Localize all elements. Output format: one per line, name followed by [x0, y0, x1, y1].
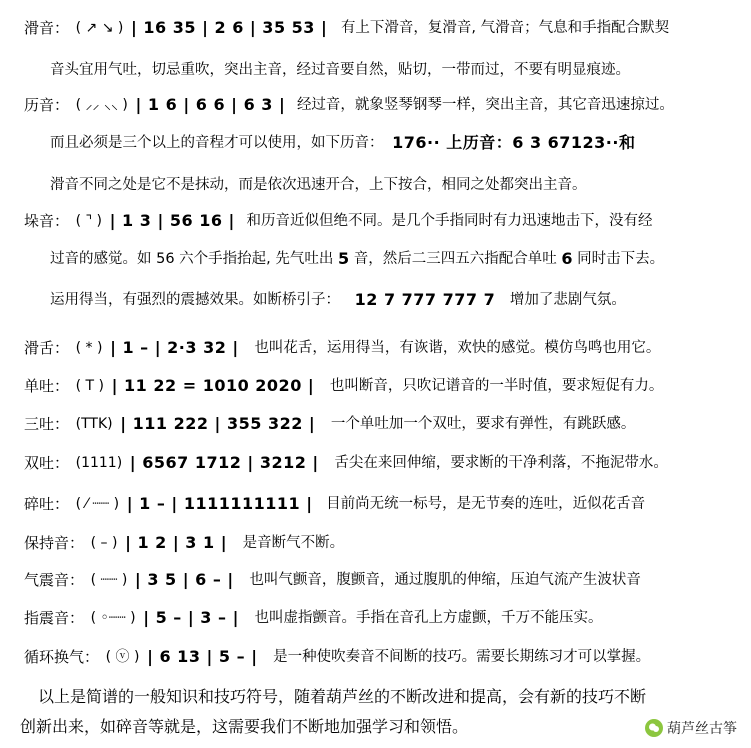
footer-line-2: 创新出来，如碎音等就是，这需要我们不断地加强学习和领悟。	[20, 717, 469, 736]
symbol: ( * )	[75, 340, 103, 356]
notation: | 1 6 | 6 6 | 6 3 |	[135, 95, 286, 114]
watermark	[645, 718, 737, 738]
row-huashe	[24, 338, 660, 358]
description: 也叫断音，只吹记谱音的一半时值，要求短促有力。	[329, 378, 664, 394]
symbol: (TTK)	[75, 416, 113, 432]
row-duoyin-cont2	[50, 290, 626, 310]
description: 音头宜用气吐，切忌重吹，突出主音，经过音要自然，贴切，一带而过，不要有明显痕迹。	[50, 62, 630, 78]
row-shuangtu	[24, 453, 668, 473]
row-santu	[24, 414, 635, 434]
duoyin-mid: 音，然后二三四五六指配合单吐	[353, 251, 557, 267]
term-label: 双吐：	[24, 454, 70, 472]
row-zhizhenyin	[24, 608, 603, 628]
term-label: 垛音：	[24, 212, 70, 230]
watermark-text: 葫芦丝古筝	[667, 721, 737, 737]
term-label: 单吐：	[24, 377, 70, 395]
description: 一个单吐加一个双吐，要求有弹性，有跳跃感。	[330, 416, 636, 432]
term-label: 碎吐：	[24, 495, 70, 513]
note-5: 5	[338, 249, 350, 268]
symbol: ( ⌝ )	[75, 213, 103, 229]
description: 和历音近似但绝不同。是几个手指同时有力迅速地击下，没有经	[246, 213, 653, 229]
description: 运用得当，有强烈的震撼效果。如断桥引子：	[50, 292, 340, 308]
duanqiao-notation: 12 7 777 777 7	[354, 290, 496, 309]
term-label: 保持音：	[24, 534, 85, 552]
symbol: ( ⁄ ┈┈ )	[75, 496, 120, 512]
description: 也叫虚指颤音。手指在音孔上方虚颤，千万不能压实。	[254, 610, 603, 626]
term-label: 历音：	[24, 96, 70, 114]
notation: | 11 22 = 1010 2020 |	[111, 376, 315, 395]
description: 也叫花舌，运用得当，有诙谐，欢快的感觉。模仿鸟鸣也用它。	[254, 340, 661, 356]
symbol: ( ↗ ↘ )	[75, 20, 124, 36]
note-6: 6	[561, 249, 573, 268]
wechat-icon	[645, 719, 663, 737]
description: 是音断气不断。	[242, 535, 345, 551]
duoyin-example: 56 六个手指抬起, 先气吐出	[156, 251, 334, 267]
term-label: 滑舌：	[24, 339, 70, 357]
row-duoyin	[24, 211, 652, 231]
description: 也叫气颤音，腹颤音，通过腹肌的伸缩，压迫气流产生波状音	[249, 572, 641, 588]
description: 过音的感觉。如	[50, 251, 152, 267]
row-liyin-cont	[50, 133, 636, 153]
term-label: 气震音：	[24, 571, 85, 589]
notation: | 1 – | 2·3 32 |	[110, 338, 239, 357]
notation: | 6 13 | 5 – |	[147, 647, 258, 666]
row-liyin-cont2	[50, 175, 587, 195]
description: 目前尚无统一标号，是无节奏的连吐，近似花舌音	[326, 496, 646, 512]
symbol: ( ┈┈ )	[90, 572, 128, 588]
symbol: ( ◦┈┈ )	[90, 610, 136, 626]
description: 是一种使吹奏音不间断的技巧。需要长期练习才可以掌握。	[273, 649, 651, 665]
description: 经过音，就象竖琴钢琴一样，突出主音，其它音迅速掠过。	[296, 97, 674, 113]
notation: | 16 35 | 2 6 | 35 53 |	[130, 18, 328, 37]
notation: | 1 2 | 3 1 |	[125, 533, 228, 552]
duanqiao-end: 增加了悲剧气氛。	[509, 292, 626, 308]
row-baochiyin	[24, 533, 344, 553]
row-huayin	[24, 18, 669, 38]
symbol: ( ⓥ )	[105, 649, 140, 665]
row-duoyin-cont	[50, 249, 664, 269]
liyin-example: 176·· 上历音：6 3 67123··和	[392, 133, 636, 152]
description: 舌尖在来回伸缩，要求断的干净利落，不拖泥带水。	[334, 455, 668, 471]
term-label: 三吐：	[24, 415, 70, 433]
row-qizhenyin	[24, 570, 641, 590]
term-label: 指震音：	[24, 609, 85, 627]
notation: | 3 5 | 6 – |	[134, 570, 234, 589]
footer-line-1: 以上是简谱的一般知识和技巧符号，随着葫芦丝的不断改进和提高，会有新的技巧不断	[38, 687, 647, 706]
description: 而且必须是三个以上的音程才可以使用，如下历音：	[50, 135, 384, 151]
duoyin-end: 同时击下去。	[577, 251, 665, 267]
row-liyin	[24, 95, 674, 115]
notation: | 1 3 | 56 16 |	[109, 211, 235, 230]
description: 有上下滑音，复滑音, 气滑音；气息和手指配合默契	[340, 20, 670, 36]
description: 滑音不同之处是它不是抹动，而是依次迅速开合，上下按合，相同之处都突出主音。	[50, 177, 587, 193]
term-label: 循环换气：	[24, 648, 100, 666]
notation: | 6567 1712 | 3212 |	[129, 453, 319, 472]
row-suitu	[24, 494, 645, 514]
row-huayin-cont	[50, 60, 630, 80]
term-label: 滑音：	[24, 19, 70, 37]
notation: | 111 222 | 355 322 |	[120, 414, 316, 433]
symbol: ( T )	[75, 378, 105, 394]
notation: | 1 – | 1111111111 |	[126, 494, 313, 513]
symbol: (1111)	[75, 455, 123, 471]
symbol: ( ⸝⸝ ⸜⸜ )	[75, 97, 128, 113]
notation: | 5 – | 3 – |	[143, 608, 239, 627]
row-dantu	[24, 376, 663, 396]
row-xunhuan	[24, 647, 650, 667]
symbol: ( – )	[90, 535, 118, 551]
